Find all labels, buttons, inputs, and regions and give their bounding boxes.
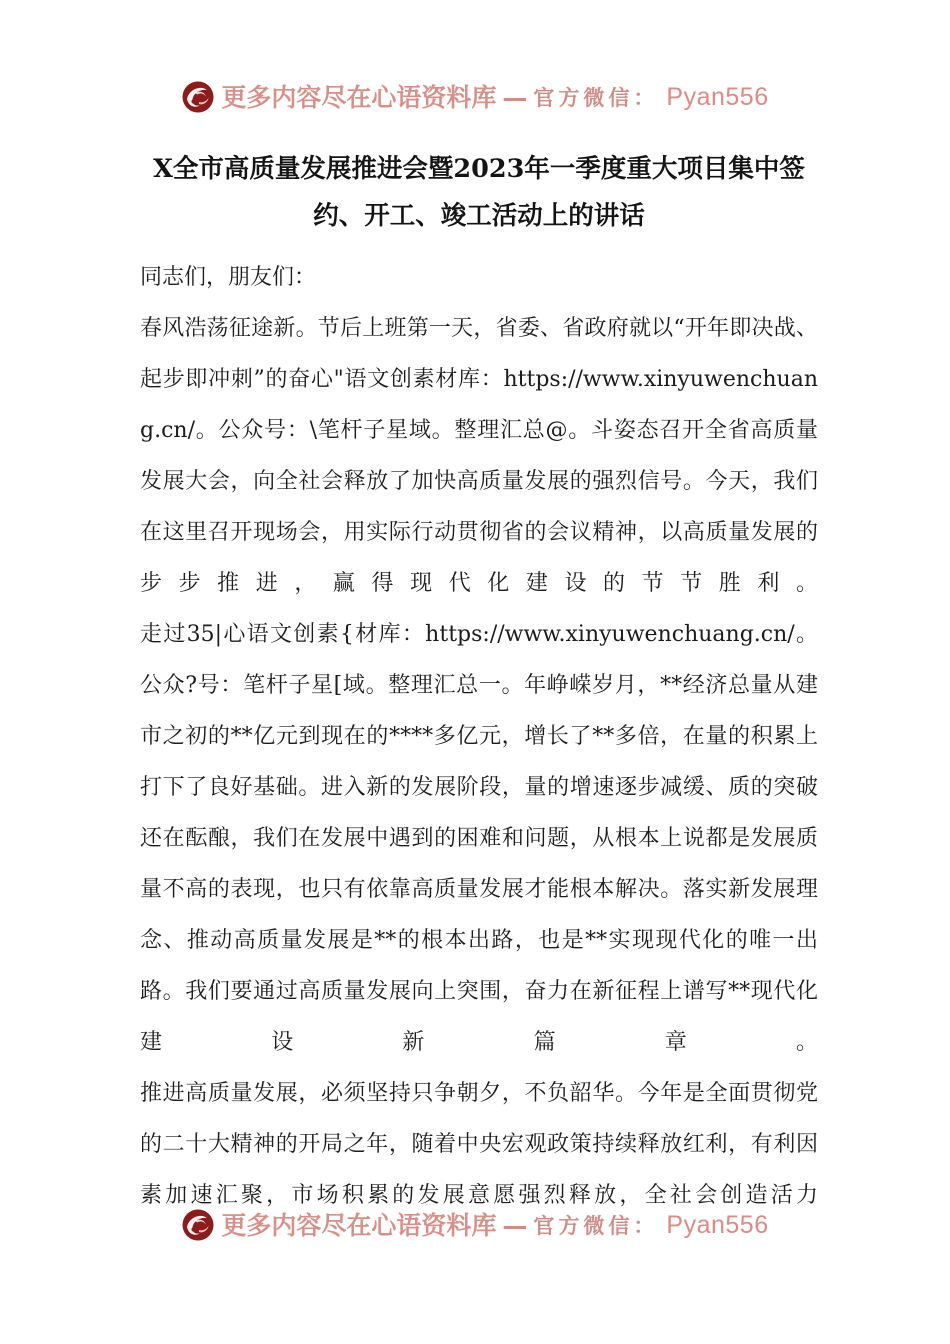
paragraph-2: 走过35|心语文创素{材库：https://www.xinyuwenchuang.cn/。公众?号：笔杆子星[域。整理汇总一。年峥嵘岁月，**经济总量从建市之初的**亿元到现在的****多亿元，增长了**多倍，在量的积累上打下了良好基础。进入新的发展阶段，量的增速逐步减缓、质的突破还在酝酿，我们在发展中遇到的困难和问题，从根本上说都是发展质量不高的表现，也只有依靠高质量发展才能根本解决。落实新发展理念、推动高质量发展是**的根本出路，也是**实现现代化的唯一出路。我们要通过高质量发展向上突围，奋力在新征程上谱写**现代化建设新篇章。 [140, 622, 818, 1055]
paragraph-3: 推进高质量发展，必须坚持只争朝夕，不负韶华。今年是全面贯彻党的二十大精神的开局之年，随着中央宏观政策持续释放红利，有利因素加速汇聚，市场积累的发展意愿强烈释放，全社会创造活力 [140, 1081, 818, 1208]
watermark-text: 更多内容尽在心语资料库 [221, 82, 497, 112]
watermark-account-id: Pyan556 [666, 82, 769, 111]
footer-watermark [0, 1208, 950, 1242]
watermark-text: 更多内容尽在心语资料库 [221, 1210, 497, 1240]
salutation: 同志们，朋友们： [140, 265, 317, 290]
page-title: X全市高质量发展推进会暨2023年一季度重大项目集中签约、开工、竣工活动上的讲话 [153, 154, 805, 231]
brand-logo-icon [181, 80, 215, 114]
document-body [140, 146, 818, 1221]
watermark-dash: — [502, 82, 528, 112]
watermark-dash: — [502, 1210, 528, 1240]
paragraph-1: 春风浩荡征途新。节后上班第一天，省委、省政府就以“开年即决战、起步即冲刺”的奋心"语文创素材库：https://www.xinyuwenchuang.cn/。公众号：\笔杆子星域。整理汇总@。斗姿态召开全省高质量发展大会，向全社会释放了加快高质量发展的强烈信号。今天，我们在这里召开现场会，用实际行动贯彻省的会议精神，以高质量发展的步步推进，赢得现代化建设的节节胜利。 [140, 316, 818, 596]
header-watermark [0, 80, 950, 114]
watermark-wechat-label: 官方微信： [533, 85, 659, 110]
watermark-wechat-label: 官方微信： [533, 1213, 659, 1238]
watermark-account-id: Pyan556 [666, 1210, 769, 1239]
brand-logo-icon [181, 1208, 215, 1242]
